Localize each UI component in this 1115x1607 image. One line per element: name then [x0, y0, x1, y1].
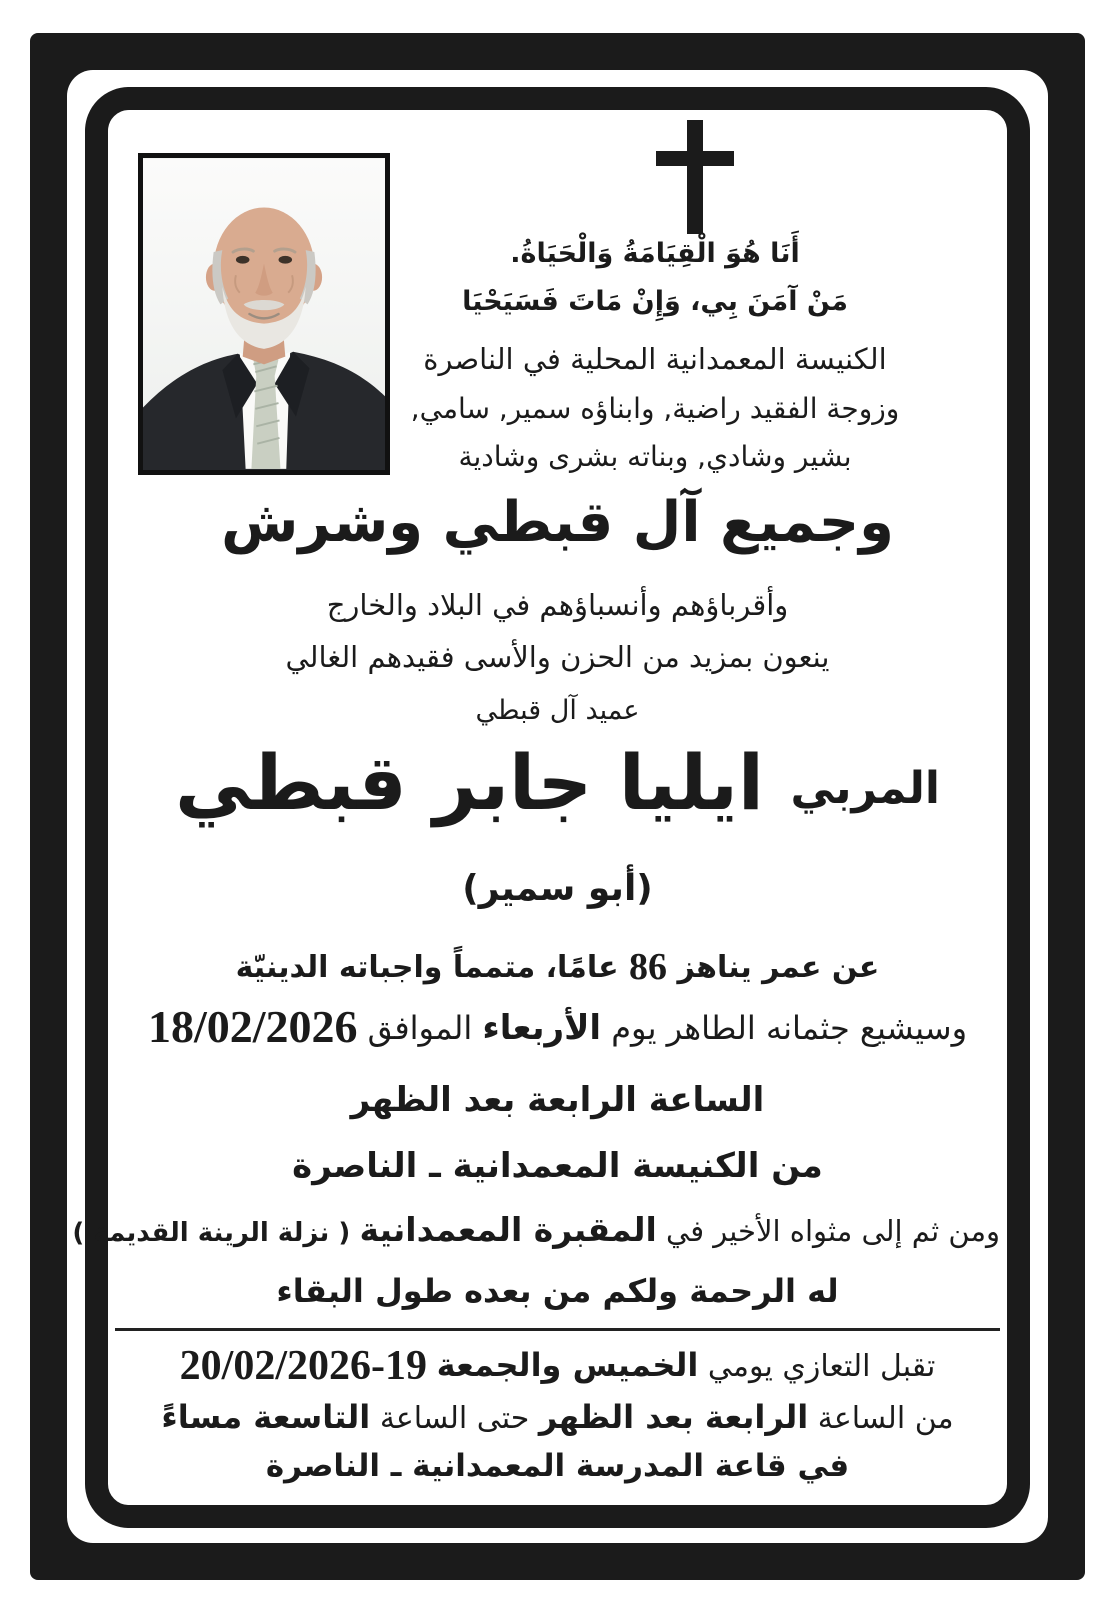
- procession-day: الأربعاء: [482, 1008, 602, 1048]
- burial-line: [72, 1210, 1000, 1249]
- dean-title: عميد آل قبطي: [475, 695, 640, 726]
- family-title: وجميع آل قبطي وشرش: [221, 490, 894, 555]
- procession-line: [115, 1000, 1000, 1053]
- age-suffix: عامًا، متمماً واجباته الدينيّة: [235, 950, 619, 985]
- cross-horizontal-bar: [656, 151, 734, 166]
- age-number: 86: [629, 946, 668, 988]
- wife-sons-line: وزوجة الفقيد راضية, وابناؤه سمير, سامي,: [410, 392, 900, 425]
- deceased-name: ايليا جابر قبطي: [175, 738, 764, 827]
- procession-mid: الموافق: [367, 1009, 473, 1047]
- cross-vertical-bar: [687, 120, 703, 234]
- condolence-date: 19-20/02/2026: [179, 1343, 428, 1389]
- condolence-days: الخميس والجمعة: [436, 1346, 699, 1384]
- condolence-hours-line: [115, 1398, 1000, 1436]
- sons-daughters-line: بشير وشادي, وبناته بشرى وشادية: [458, 440, 852, 473]
- mourning-phrase: ينعون بمزيد من الحزن والأسى فقيدهم الغالي: [285, 640, 830, 674]
- church-line: الكنيسة المعمدانية المحلية في الناصرة: [423, 342, 887, 376]
- condolence-venue-line: في قاعة المدرسة المعمدانية ـ الناصرة: [265, 1448, 850, 1484]
- age-prefix: عن عمر يناهز: [677, 950, 880, 985]
- hours-end: التاسعة مساءً: [161, 1398, 371, 1436]
- relatives-line: وأقرباؤهم وأنسباؤهم في البلاد والخارج: [326, 588, 789, 622]
- section-divider: [115, 1328, 1000, 1331]
- funeral-from-line: من الكنيسة المعمدانية ـ الناصرة: [292, 1146, 823, 1186]
- hours-prefix: من الساعة: [817, 1401, 954, 1436]
- procession-prefix: وسيشيع جثمانه الطاهر يوم: [611, 1009, 968, 1047]
- scripture-line-2: مَنْ آمَنَ بِي، وَإِنْ مَاتَ فَسَيَحْيَا: [462, 286, 848, 317]
- burial-place: المقبرة المعمدانية: [359, 1210, 657, 1249]
- scripture-line-1: أَنَا هُوَ الْقِيَامَةُ وَالْحَيَاةُ.: [510, 238, 800, 269]
- cross-icon: [650, 120, 740, 234]
- condolence-prefix: تقبل التعازي يومي: [707, 1349, 936, 1384]
- deceased-kunya: (أبو سمير): [462, 868, 653, 909]
- hours-start: الرابعة بعد الظهر: [538, 1398, 809, 1436]
- deceased-name-line: [115, 738, 1000, 827]
- blessing-line: له الرحمة ولكم من بعده طول البقاء: [276, 1272, 839, 1310]
- hours-mid: حتى الساعة: [379, 1401, 530, 1436]
- funeral-time-line: الساعة الرابعة بعد الظهر: [350, 1080, 765, 1120]
- procession-date: 18/02/2026: [147, 1001, 358, 1052]
- condolence-days-line: [115, 1342, 1000, 1390]
- burial-note: ( نزلة الرينة القديمة ): [72, 1218, 351, 1248]
- burial-prefix: ومن ثم إلى مثواه الأخير في: [666, 1214, 1000, 1248]
- age-line: [115, 945, 1000, 989]
- deceased-honorific: المربي: [790, 763, 940, 814]
